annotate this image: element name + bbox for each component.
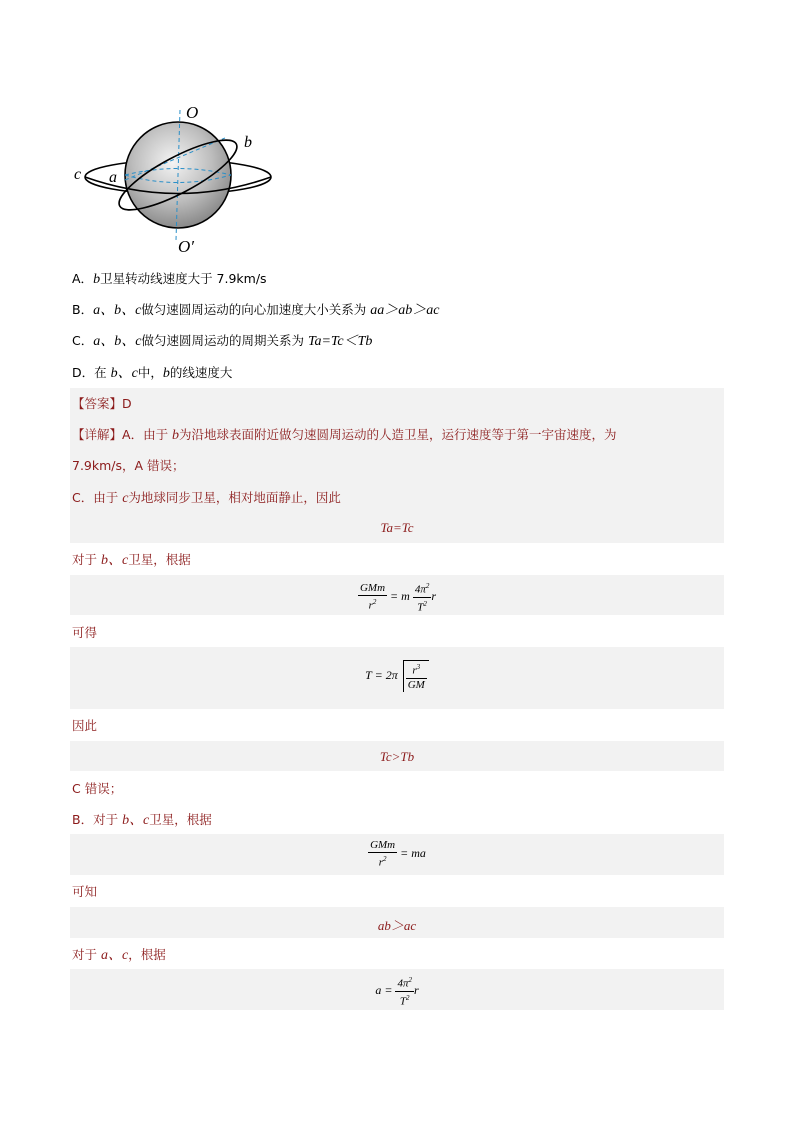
answer-tag: 【答案】 <box>72 396 123 411</box>
answer-line <box>72 396 132 412</box>
option-d-var2: b <box>162 366 170 381</box>
kezhi-line: 可知 <box>72 884 98 899</box>
option-b-prefix: B． <box>72 302 94 317</box>
for-bc-text: 卫星，根据 <box>128 552 191 567</box>
detail-a-var: b <box>172 428 180 443</box>
eq7-left: a = <box>375 982 393 997</box>
eq6: ab＞ac <box>377 918 417 933</box>
option-d-prefix: D．在 <box>72 365 111 380</box>
for-bc-line <box>72 552 191 569</box>
for-ac-vars: a、c <box>100 948 129 963</box>
option-d-vars: b、c <box>110 366 138 381</box>
eq3 <box>70 660 724 692</box>
eq3-den: GM <box>407 678 425 691</box>
eq2-left-den: r <box>368 599 373 612</box>
label-O: O <box>186 103 199 122</box>
detail-a-line1 <box>72 427 617 444</box>
eq2-eq: = m <box>390 588 410 603</box>
option-a-text: 卫星转动线速度大于 7.9km/s <box>100 271 267 286</box>
answer-value: D <box>122 396 132 411</box>
label-c: c <box>74 166 82 183</box>
eq3-left: T = 2π <box>365 667 398 682</box>
option-b-text: 做匀速圆周运动的向心加速度大小关系为 <box>141 302 371 317</box>
eq2-tail: r <box>431 588 436 603</box>
eq7-num: 4π <box>397 977 409 990</box>
eq2-right-den: T <box>417 601 424 614</box>
eq2-right-num: 4π <box>414 583 426 596</box>
detail-c-var: c <box>122 491 129 506</box>
eq5-den: r <box>378 856 383 869</box>
label-b: b <box>244 134 252 151</box>
detail-a-text: 为沿地球表面附近做匀速圆周运动的人造卫星，运行速度等于第一宇宙速度，为 <box>179 427 617 442</box>
eq1: Ta=Tc <box>380 520 414 535</box>
detail-b-vars: b、c <box>122 813 150 828</box>
sqrt-sign: $\frac{r^3}{GM}$ <box>403 660 429 692</box>
detail-c-line <box>72 490 341 507</box>
detail-c-text: 为地球同步卫星，相对地面静止，因此 <box>128 490 341 505</box>
for-ac-line <box>72 947 166 964</box>
detail-tag: 【详解】 <box>72 427 123 442</box>
detail-b-line <box>72 812 212 829</box>
eq7: a = $\frac{4\pi^2}{T^2}$ r <box>375 976 419 1008</box>
option-d <box>72 365 232 382</box>
eq7-den: T <box>399 995 407 1008</box>
eq2-left-num: GMm <box>359 581 386 594</box>
option-d-text: 的线速度大 <box>169 365 233 380</box>
answer-band <box>70 388 724 418</box>
option-d-mid: 中， <box>137 365 163 380</box>
eq7-tail: r <box>413 982 419 997</box>
option-b-relation: aa＞ab＞ac <box>370 303 440 318</box>
c-wrong-line: C 错误； <box>72 781 123 796</box>
label-O-prime: O′ <box>178 237 194 256</box>
yinci-line: 因此 <box>72 718 98 733</box>
label-a: a <box>109 169 117 186</box>
eq4: Tc>Tb <box>379 749 415 764</box>
detail-b-text: 卫星，根据 <box>149 812 212 827</box>
for-bc-prefix: 对于 <box>72 552 101 567</box>
keyi-1: 可得 <box>72 625 98 640</box>
option-a-var: b <box>93 272 101 287</box>
detail-b-prefix: B．对于 <box>72 812 123 827</box>
option-c-vars: a、b、c <box>93 334 142 349</box>
for-bc-vars: b、c <box>100 553 129 568</box>
option-c-relation: Ta=Tc＜Tb <box>307 334 373 349</box>
option-c-text: 做匀速圆周运动的周期关系为 <box>141 333 308 348</box>
detail-c-prefix: C．由于 <box>72 490 123 505</box>
for-ac-prefix: 对于 <box>72 947 101 962</box>
earth-orbit-figure <box>70 100 285 260</box>
for-ac-text: ，根据 <box>128 947 166 962</box>
detail-a-prefix: A．由于 <box>122 427 173 442</box>
eq5-tail: = ma <box>400 846 426 861</box>
eq3-num: r <box>412 664 417 677</box>
option-b <box>72 302 440 319</box>
detail-a-line2: 7.9km/s，A 错误； <box>72 458 185 473</box>
option-c-prefix: C． <box>72 333 94 348</box>
eq2: $\frac{\text{GMm}}{r^2}$ = m $\frac{4\pi^2}{T^2}$ r <box>359 581 436 614</box>
option-a <box>72 271 267 288</box>
eq5: $\frac{\text{GMm}}{r^2}$ = ma <box>370 839 426 869</box>
option-a-prefix: A． <box>72 271 94 286</box>
eq5-num: GMm <box>370 839 396 851</box>
option-b-vars: a、b、c <box>93 303 142 318</box>
option-c <box>72 333 372 350</box>
